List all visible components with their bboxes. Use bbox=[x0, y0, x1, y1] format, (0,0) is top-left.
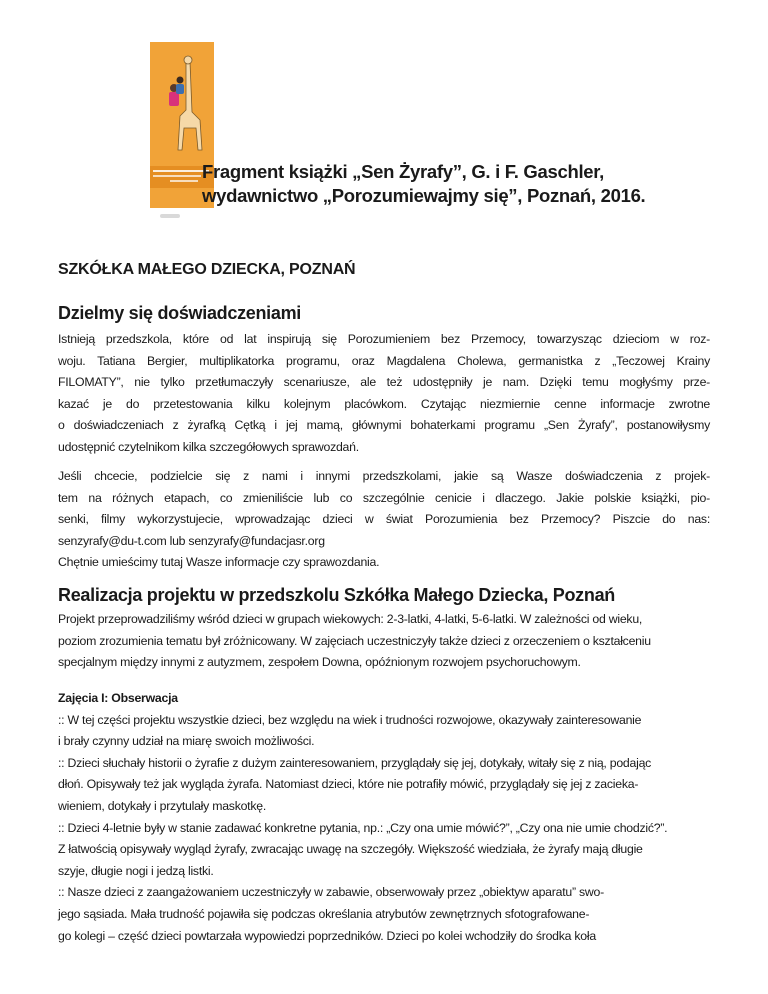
share-heading: Dzielmy się doświadczeniami bbox=[58, 303, 301, 323]
text-line: specjalnym między innymi z autyzmem, zespołem Downa, opóźnionym rozwojem psychoruchowym. bbox=[58, 655, 581, 670]
page-title bbox=[202, 160, 645, 208]
share-paragraph-1 bbox=[58, 329, 710, 459]
text-line: Istnieją przedszkola, które od lat inspirują się Porozumieniem bez Przemocy, towarzysząc dzieciom w roz- bbox=[58, 332, 710, 346]
text-line: jego sąsiada. Mała trudność pojawiła się podczas określania atrybutów zewnętrznych sfotografowane- bbox=[58, 906, 590, 921]
text-line: udostępnić czytelnikom kilka szczegółowych sprawozdań. bbox=[58, 439, 359, 454]
text-line: wieniem, dotykały i przytulały maskotkę. bbox=[58, 798, 267, 813]
text-line: Projekt przeprowadziliśmy wśród dzieci w grupach wiekowych: 2-3-latki, 4-latki, 5-6-latki. W zależności od wieku, bbox=[58, 612, 643, 626]
text-line: senki, filmy wykorzystujecie, wprowadzając dzieci w świat Porozumienia bez Przemocy? Piszcie do nas: bbox=[58, 512, 710, 527]
text-line: Jeśli chcecie, podzielcie się z nami i innymi przedszkolami, jakie są Wasze doświadczenia z projek- bbox=[58, 469, 710, 483]
session-1-block bbox=[58, 688, 710, 947]
publisher-logo bbox=[160, 214, 180, 218]
text-line: kazać je do przetestowania kilku kolejnym placówkom. Czytając niezmiernie cenne informacje zwrotne bbox=[58, 396, 710, 411]
text-line: o doświadczeniach z żyrafką Cętką i jej mamą, głównymi bohaterkami programu „Sen Żyrafy”, postanowiłysmy bbox=[58, 418, 710, 433]
realization-paragraph bbox=[58, 609, 710, 674]
text-line: go kolegi – część dzieci powtarzała wypowiedzi poprzedników. Dzieci po kolei wchodziły do środka koła bbox=[58, 928, 596, 943]
text-line: :: Dzieci 4-letnie były w stanie zadawać konkretne pytania, np.: „Czy ona umie mówić?”, „Czy ona nie umie chodzić?”. bbox=[58, 820, 668, 835]
text-line: :: Dzieci słuchały historii o żyrafie z dużym zainteresowaniem, przyglądały się jej, dotykały, witały się z nią, podając bbox=[58, 755, 652, 770]
text-line: :: Nasze dzieci z zaangażowaniem uczestniczyły w zabawie, obserwowały przez „obiektyw aparatu” swo- bbox=[58, 885, 604, 900]
text-line: FILOMATY”, nie tylko przetłumaczyły scenariusze, ale też udostępniły je nam. Dzięki temu mogłyśmy prze- bbox=[58, 375, 710, 390]
text-line: poziom zrozumienia tematu był zróżnicowany. W zajęciach uczestniczyły także dzieci z orzeczeniem o kształceniu bbox=[58, 633, 651, 648]
text-line: Z łatwością opisywały wygląd żyrafy, zwracając uwagę na szczegóły. Większość wiedziała, że żyrafy mają długie bbox=[58, 842, 643, 857]
title-line-1: Fragment książki „Sen Żyrafy”, G. i F. Gaschler, bbox=[202, 161, 605, 182]
text-line: woju. Tatiana Bergier, multiplikatorka programu, oraz Magdalena Cholewa, germanistka z „Teczowej Krainy bbox=[58, 353, 710, 368]
text-line: tem na różnych etapach, co zmieniliście lub co szczególnie cenicie i dlaczego. Jakie polskie książki, pio- bbox=[58, 490, 710, 505]
text-line: Chętnie umieścimy tutaj Wasze informacje czy sprawozdania. bbox=[58, 555, 380, 570]
session-1-heading: Zajęcia I: Obserwacja bbox=[58, 691, 178, 705]
text-line: i brały czynny udział na miarę swoich możliwości. bbox=[58, 734, 315, 749]
text-line: dłoń. Opisywały też jak wygląda żyrafa. Natomiast dzieci, które nie potrafiły mówić, przyglądały się jej z zacieka- bbox=[58, 777, 639, 792]
title-line-2: wydawnictwo „Porozumiewajmy się”, Poznań, 2016. bbox=[202, 185, 646, 206]
text-line: :: W tej części projektu wszystkie dzieci, bez względu na wiek i trudności rozwojowe, okazywały zainteresowanie bbox=[58, 712, 642, 727]
email-line: senzyrafy@du-t.com lub senzyrafy@fundacjasr.org bbox=[58, 533, 325, 548]
realization-heading: Realizacja projektu w przedszkolu Szkółka Małego Dziecka, Poznań bbox=[58, 585, 615, 605]
section-title: SZKÓŁKA MAŁEGO DZIECKA, POZNAŃ bbox=[58, 261, 356, 278]
share-paragraph-2 bbox=[58, 466, 710, 574]
text-line: szyje, długie nogi i jedzą listki. bbox=[58, 863, 214, 878]
